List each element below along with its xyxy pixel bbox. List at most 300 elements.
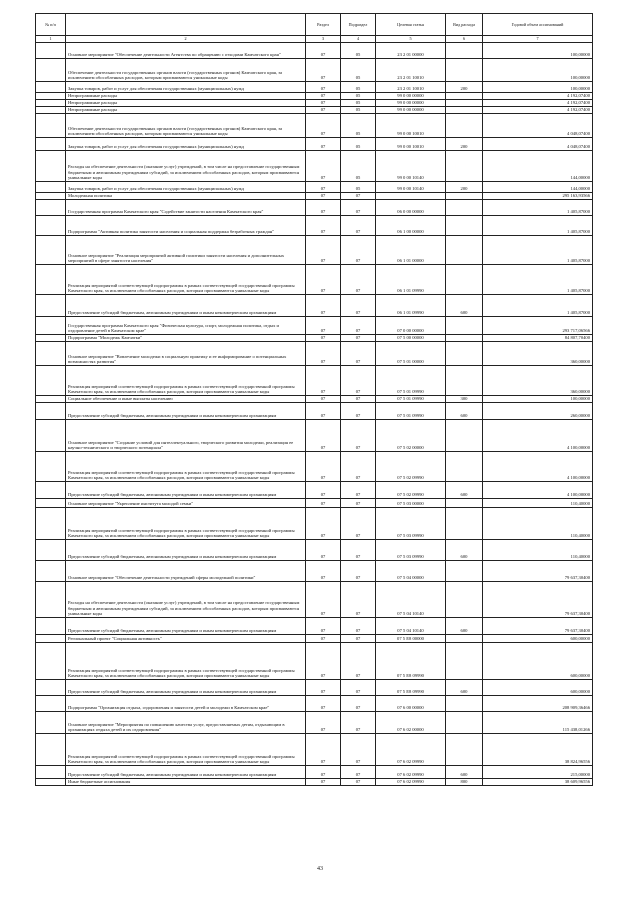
table-row <box>36 482 593 499</box>
vid-cell: 600 <box>446 295 483 317</box>
name-cell: Основное мероприятие "Мероприятия по повышению качества услуг, предоставляемых детям, отдыхающим в организациях отдыха детей и их оздоровления" <box>66 712 306 734</box>
statya-cell: 06 1 01 00000 <box>376 236 446 265</box>
statya-cell: 07 6 02 09990 <box>376 766 446 779</box>
num-cell <box>36 82 66 93</box>
razdel-cell: 07 <box>306 420 341 452</box>
vid-cell <box>446 114 483 138</box>
vid-cell <box>446 342 483 366</box>
name-cell: Непрограммные расходы <box>66 93 306 100</box>
sum-cell: 4 192,07400 <box>483 93 593 100</box>
table-row <box>36 200 593 216</box>
razdel-cell: 07 <box>306 200 341 216</box>
table-row <box>36 114 593 138</box>
name-cell: Предоставление субсидий бюджетным, автономным учреждениям и иным некоммерческим организациям <box>66 482 306 499</box>
podrazdel-cell: 07 <box>341 766 376 779</box>
razdel-cell: 07 <box>306 100 341 107</box>
podrazdel-cell: 07 <box>341 482 376 499</box>
razdel-cell: 07 <box>306 114 341 138</box>
name-cell: Расходы на обеспечение деятельности (оказание услуг) учреждений, в том числе на предоставление государственным бюджетным и автономным учреждениям субсидий, за исключением обособленных расходов, которым присваиваются уникальные коды <box>66 582 306 618</box>
name-cell: Основное мероприятие "Обеспечение деятельности учреждений сферы молодежной политики" <box>66 561 306 582</box>
razdel-cell: 07 <box>306 295 341 317</box>
sum-cell: 4 192,07400 <box>483 107 593 114</box>
podrazdel-cell: 07 <box>341 295 376 317</box>
column-number-row <box>36 36 593 43</box>
table-row <box>36 396 593 403</box>
colnum-3: 3 <box>306 36 341 43</box>
statya-cell: 07 5 00 00000 <box>376 335 446 342</box>
podrazdel-cell: 05 <box>341 151 376 182</box>
razdel-cell: 07 <box>306 680 341 696</box>
table-row <box>36 236 593 265</box>
table-row <box>36 508 593 540</box>
name-cell: Реализация мероприятий соответствующей подпрограммы в рамках соответствующей государственной программы Камчатского края, за исключением обособленных расходов, которым присваиваются уникальные коды <box>66 643 306 680</box>
vid-cell <box>446 93 483 100</box>
sum-cell: 110,40000 <box>483 508 593 540</box>
statya-cell: 23 2 01 00000 <box>376 43 446 59</box>
razdel-cell: 07 <box>306 342 341 366</box>
colnum-7: 7 <box>483 36 593 43</box>
num-cell <box>36 59 66 82</box>
num-cell <box>36 712 66 734</box>
statya-cell: 07 5 01 09990 <box>376 396 446 403</box>
podrazdel-cell: 07 <box>341 561 376 582</box>
vid-cell <box>446 236 483 265</box>
table-row <box>36 561 593 582</box>
name-cell: Основное мероприятие "Создание условий для интеллектуального, творческого развития молодежи, реализация ее научно-технического и творческого потенциала" <box>66 420 306 452</box>
name-cell: Реализация мероприятий соответствующей подпрограммы в рамках соответствующей государственной программы Камчатского края, за исключением обособленных расходов, которым присваиваются уникальные коды <box>66 734 306 766</box>
razdel-cell: 07 <box>306 193 341 200</box>
sum-cell: 84 807,70400 <box>483 335 593 342</box>
razdel-cell: 07 <box>306 43 341 59</box>
statya-cell: 07 5 02 00000 <box>376 420 446 452</box>
num-cell <box>36 779 66 786</box>
name-cell: Закупка товаров, работ и услуг для обеспечения государственных (муниципальных) нужд <box>66 138 306 151</box>
table-row <box>36 499 593 508</box>
podrazdel-cell: 07 <box>341 779 376 786</box>
razdel-cell: 07 <box>306 366 341 396</box>
table-row <box>36 618 593 635</box>
statya-cell: 23 2 01 10010 <box>376 59 446 82</box>
num-cell <box>36 151 66 182</box>
sum-cell: 144,00000 <box>483 182 593 193</box>
statya-cell: 07 6 00 00000 <box>376 696 446 712</box>
sum-cell: 600,00000 <box>483 680 593 696</box>
razdel-cell: 07 <box>306 317 341 335</box>
vid-cell: 300 <box>446 396 483 403</box>
podrazdel-cell: 07 <box>341 618 376 635</box>
vid-cell <box>446 499 483 508</box>
vid-cell <box>446 216 483 236</box>
podrazdel-cell: 05 <box>341 100 376 107</box>
razdel-cell: 07 <box>306 643 341 680</box>
statya-cell: 99 0 00 00000 <box>376 100 446 107</box>
name-cell: Закупка товаров, работ и услуг для обеспечения государственных (муниципальных) нужд <box>66 182 306 193</box>
sum-cell: 600,00000 <box>483 635 593 643</box>
sum-cell: 1 405,87000 <box>483 200 593 216</box>
statya-cell: 07 5 01 00000 <box>376 342 446 366</box>
name-cell: Подпрограмма "Организация отдыха, оздоровления и занятости детей и молодежи в Камчатском крае" <box>66 696 306 712</box>
vid-cell <box>446 200 483 216</box>
name-cell: Предоставление субсидий бюджетным, автономным учреждениям и иным некоммерческим организациям <box>66 403 306 420</box>
table-row <box>36 712 593 734</box>
razdel-cell: 07 <box>306 335 341 342</box>
name-cell: Региональный проект "Социальная активность" <box>66 635 306 643</box>
sum-cell: 1 405,87000 <box>483 236 593 265</box>
sum-cell: 4 048,07400 <box>483 114 593 138</box>
table-row <box>36 342 593 366</box>
name-cell: Реализация мероприятий соответствующей подпрограммы в рамках соответствующей государственной программы Камчатского края, за исключением обособленных расходов, которым присваиваются уникальные коды <box>66 265 306 295</box>
name-cell: Реализация мероприятий соответствующей подпрограммы в рамках соответствующей государственной программы Камчатского края, за исключением обособленных расходов, которым присваиваются уникальные коды <box>66 452 306 482</box>
sum-cell: 4 100,00000 <box>483 452 593 482</box>
razdel-cell: 07 <box>306 236 341 265</box>
num-cell <box>36 114 66 138</box>
statya-cell: 06 1 01 09990 <box>376 295 446 317</box>
num-cell <box>36 635 66 643</box>
name-cell: Основное мероприятие "Укрепление института молодой семьи" <box>66 499 306 508</box>
sum-cell: 110,40000 <box>483 499 593 508</box>
num-cell <box>36 618 66 635</box>
podrazdel-cell: 07 <box>341 403 376 420</box>
vid-cell <box>446 734 483 766</box>
razdel-cell: 07 <box>306 508 341 540</box>
table-row <box>36 696 593 712</box>
num-cell <box>36 540 66 561</box>
sum-cell: 79 637,30400 <box>483 582 593 618</box>
vid-cell: 600 <box>446 766 483 779</box>
sum-cell: 100,00000 <box>483 43 593 59</box>
table-row <box>36 403 593 420</box>
podrazdel-cell: 07 <box>341 499 376 508</box>
razdel-cell: 07 <box>306 499 341 508</box>
vid-cell: 600 <box>446 540 483 561</box>
statya-cell: 07 5 03 00000 <box>376 499 446 508</box>
statya-cell: 99 0 00 10010 <box>376 138 446 151</box>
razdel-cell: 07 <box>306 696 341 712</box>
statya-cell: 07 5 02 09990 <box>376 482 446 499</box>
name-cell: Предоставление субсидий бюджетным, автономным учреждениям и иным некоммерческим организациям <box>66 680 306 696</box>
sum-cell: 295 163,93566 <box>483 193 593 200</box>
colnum-4: 4 <box>341 36 376 43</box>
vid-cell: 600 <box>446 618 483 635</box>
vid-cell <box>446 582 483 618</box>
num-cell <box>36 452 66 482</box>
sum-cell: 110,40000 <box>483 540 593 561</box>
razdel-cell: 07 <box>306 151 341 182</box>
podrazdel-cell: 07 <box>341 635 376 643</box>
statya-cell: 07 5 04 10140 <box>376 618 446 635</box>
podrazdel-cell: 05 <box>341 182 376 193</box>
sum-cell: 293 717,06566 <box>483 317 593 335</box>
name-cell: Основное мероприятие "Вовлечение молодежи в социальную практику и ее информирование о потенциальных возможностях развития" <box>66 342 306 366</box>
razdel-cell: 07 <box>306 452 341 482</box>
statya-cell: 07 5 E8 00000 <box>376 635 446 643</box>
table-row <box>36 540 593 561</box>
header-razdel: Раздел <box>306 14 341 36</box>
razdel-cell: 07 <box>306 265 341 295</box>
table-row <box>36 680 593 696</box>
statya-cell: 07 6 02 00000 <box>376 712 446 734</box>
razdel-cell: 07 <box>306 396 341 403</box>
name-cell: Основное мероприятие "Реализация мероприятий активной политики занятости населения и дополнительных мероприятий в сфере занятости населения" <box>66 236 306 265</box>
table-row <box>36 452 593 482</box>
table-row <box>36 335 593 342</box>
name-cell: Государственная программа Камчатского края "Физическая культура, спорт, молодежная политика, отдых и оздоровление детей в Камчатском крае" <box>66 317 306 335</box>
sum-cell: 600,00000 <box>483 643 593 680</box>
num-cell <box>36 335 66 342</box>
statya-cell: 07 5 02 09990 <box>376 452 446 482</box>
podrazdel-cell: 07 <box>341 335 376 342</box>
statya-cell: 23 2 01 10010 <box>376 82 446 93</box>
table-row <box>36 93 593 100</box>
num-cell <box>36 43 66 59</box>
name-cell: Закупка товаров, работ и услуг для обеспечения государственных (муниципальных) нужд <box>66 82 306 93</box>
name-cell: Реализация мероприятий соответствующей подпрограммы в рамках соответствующей государственной программы Камчатского края, за исключением обособленных расходов, которым присваиваются уникальные коды <box>66 366 306 396</box>
sum-cell: 4 100,00000 <box>483 482 593 499</box>
name-cell: Предоставление субсидий бюджетным, автономным учреждениям и иным некоммерческим организациям <box>66 540 306 561</box>
table-row <box>36 138 593 151</box>
name-cell: Обеспечение деятельности государственных органов власти (государственных органов) Камчатского края, за исключением обособленных расходов, которым присваиваются уникальные коды <box>66 59 306 82</box>
podrazdel-cell: 07 <box>341 193 376 200</box>
name-cell: Молодежная политика <box>66 193 306 200</box>
name-cell: Государственная программа Камчатского края "Содействие занятости населения Камчатского края" <box>66 200 306 216</box>
table-row <box>36 82 593 93</box>
statya-cell: 07 5 03 09990 <box>376 508 446 540</box>
razdel-cell: 07 <box>306 59 341 82</box>
table-row <box>36 265 593 295</box>
vid-cell <box>446 335 483 342</box>
vid-cell <box>446 643 483 680</box>
num-cell <box>36 582 66 618</box>
num-cell <box>36 93 66 100</box>
razdel-cell: 07 <box>306 561 341 582</box>
colnum-1: 1 <box>36 36 66 43</box>
vid-cell: 600 <box>446 482 483 499</box>
sum-cell: 1 405,87000 <box>483 295 593 317</box>
sum-cell: 79 637,30400 <box>483 618 593 635</box>
vid-cell: 600 <box>446 680 483 696</box>
razdel-cell: 07 <box>306 182 341 193</box>
num-cell <box>36 508 66 540</box>
num-cell <box>36 396 66 403</box>
statya-cell: 07 5 03 09990 <box>376 540 446 561</box>
num-cell <box>36 420 66 452</box>
vid-cell <box>446 265 483 295</box>
podrazdel-cell: 07 <box>341 540 376 561</box>
name-cell: Предоставление субсидий бюджетным, автономным учреждениям и иным некоммерческим организациям <box>66 295 306 317</box>
num-cell <box>36 561 66 582</box>
table-row <box>36 295 593 317</box>
vid-cell: 800 <box>446 779 483 786</box>
sum-cell: 360,00000 <box>483 342 593 366</box>
table-row <box>36 59 593 82</box>
table-row <box>36 420 593 452</box>
name-cell: Основное мероприятие "Обеспечение деятельности Агентства по обращению с отходами Камчатского края" <box>66 43 306 59</box>
podrazdel-cell: 05 <box>341 138 376 151</box>
podrazdel-cell: 07 <box>341 265 376 295</box>
razdel-cell: 07 <box>306 403 341 420</box>
statya-cell: 07 5 01 09990 <box>376 403 446 420</box>
num-cell <box>36 482 66 499</box>
header-vid: Вид расхода <box>446 14 483 36</box>
num-cell <box>36 680 66 696</box>
table-row <box>36 151 593 182</box>
podrazdel-cell: 07 <box>341 696 376 712</box>
name-cell: Расходы на обеспечение деятельности (оказание услуг) учреждений, в том числе на предоставление государственным бюджетным и автономным учреждениям субсидий, за исключением обособленных расходов, которым присваиваются уникальные коды <box>66 151 306 182</box>
podrazdel-cell: 05 <box>341 93 376 100</box>
podrazdel-cell: 07 <box>341 342 376 366</box>
sum-cell: 38 609,96556 <box>483 779 593 786</box>
podrazdel-cell: 07 <box>341 712 376 734</box>
podrazdel-cell: 07 <box>341 508 376 540</box>
num-cell <box>36 366 66 396</box>
table-row <box>36 734 593 766</box>
table-row <box>36 582 593 618</box>
num-cell <box>36 403 66 420</box>
podrazdel-cell: 07 <box>341 396 376 403</box>
sum-cell: 4 048,07400 <box>483 138 593 151</box>
podrazdel-cell: 07 <box>341 317 376 335</box>
vid-cell <box>446 508 483 540</box>
statya-cell: 07 5 E8 09990 <box>376 643 446 680</box>
razdel-cell: 07 <box>306 635 341 643</box>
num-cell <box>36 193 66 200</box>
sum-cell: 360,00000 <box>483 366 593 396</box>
sum-cell: 100,00000 <box>483 82 593 93</box>
statya-cell: 99 0 00 10010 <box>376 114 446 138</box>
table-row <box>36 643 593 680</box>
podrazdel-cell: 07 <box>341 582 376 618</box>
num-cell <box>36 216 66 236</box>
razdel-cell: 07 <box>306 618 341 635</box>
razdel-cell: 07 <box>306 216 341 236</box>
sum-cell: 115 438,01266 <box>483 712 593 734</box>
sum-cell: 100,00000 <box>483 59 593 82</box>
name-cell: Обеспечение деятельности государственных органов власти (государственных органов) Камчатского края, за исключением обособленных расходов, которым присваиваются уникальные коды <box>66 114 306 138</box>
name-cell: Подпрограмма "Молодежь Камчатки" <box>66 335 306 342</box>
header-podrazdel: Подраздел <box>341 14 376 36</box>
vid-cell <box>446 635 483 643</box>
vid-cell <box>446 107 483 114</box>
num-cell <box>36 342 66 366</box>
table-body <box>36 43 593 786</box>
vid-cell <box>446 696 483 712</box>
vid-cell <box>446 712 483 734</box>
podrazdel-cell: 07 <box>341 420 376 452</box>
table-row <box>36 635 593 643</box>
header-statya: Целевая статья <box>376 14 446 36</box>
name-cell: Предоставление субсидий бюджетным, автономным учреждениям и иным некоммерческим организациям <box>66 766 306 779</box>
table-row <box>36 100 593 107</box>
sum-cell: 144,00000 <box>483 151 593 182</box>
podrazdel-cell: 07 <box>341 366 376 396</box>
num-cell <box>36 766 66 779</box>
podrazdel-cell: 07 <box>341 216 376 236</box>
budget-table <box>35 13 593 786</box>
sum-cell: 4 192,07400 <box>483 100 593 107</box>
name-cell: Реализация мероприятий соответствующей подпрограммы в рамках соответствующей государственной программы Камчатского края, за исключением обособленных расходов, которым присваиваются уникальные коды <box>66 508 306 540</box>
podrazdel-cell: 07 <box>341 680 376 696</box>
num-cell <box>36 100 66 107</box>
podrazdel-cell: 07 <box>341 452 376 482</box>
podrazdel-cell: 05 <box>341 114 376 138</box>
num-cell <box>36 295 66 317</box>
sum-cell: 100,00000 <box>483 396 593 403</box>
vid-cell <box>446 452 483 482</box>
table-row <box>36 43 593 59</box>
podrazdel-cell: 07 <box>341 734 376 766</box>
sum-cell: 79 637,30400 <box>483 561 593 582</box>
statya-cell: 06 0 00 00000 <box>376 200 446 216</box>
page-number: 43 <box>317 866 323 872</box>
razdel-cell: 07 <box>306 779 341 786</box>
table-row <box>36 193 593 200</box>
table-row <box>36 779 593 786</box>
num-cell <box>36 138 66 151</box>
statya-cell: 99 0 00 10140 <box>376 151 446 182</box>
num-cell <box>36 265 66 295</box>
razdel-cell: 07 <box>306 138 341 151</box>
name-cell: Непрограммные расходы <box>66 107 306 114</box>
table-row <box>36 766 593 779</box>
num-cell <box>36 499 66 508</box>
statya-cell: 06 1 01 09990 <box>376 265 446 295</box>
vid-cell: 200 <box>446 138 483 151</box>
podrazdel-cell: 07 <box>341 643 376 680</box>
colnum-2: 2 <box>66 36 306 43</box>
colnum-6: 6 <box>446 36 483 43</box>
header-row <box>36 14 593 36</box>
sum-cell: 260,00000 <box>483 403 593 420</box>
num-cell <box>36 107 66 114</box>
sum-cell: 215,00000 <box>483 766 593 779</box>
vid-cell <box>446 43 483 59</box>
razdel-cell: 07 <box>306 540 341 561</box>
table-row <box>36 317 593 335</box>
vid-cell: 200 <box>446 182 483 193</box>
vid-cell <box>446 151 483 182</box>
sum-cell: 1 405,87000 <box>483 265 593 295</box>
header-name <box>66 14 306 36</box>
razdel-cell: 07 <box>306 482 341 499</box>
num-cell <box>36 317 66 335</box>
statya-cell: 07 6 02 09990 <box>376 779 446 786</box>
statya-cell: 06 1 00 00000 <box>376 216 446 236</box>
num-cell <box>36 643 66 680</box>
razdel-cell: 07 <box>306 93 341 100</box>
vid-cell: 200 <box>446 82 483 93</box>
statya-cell: 99 0 00 00000 <box>376 107 446 114</box>
statya-cell: 99 0 00 00000 <box>376 93 446 100</box>
name-cell: Социальное обеспечение и иные выплаты населению <box>66 396 306 403</box>
num-cell <box>36 182 66 193</box>
podrazdel-cell: 07 <box>341 236 376 265</box>
statya-cell: 07 0 00 00000 <box>376 317 446 335</box>
name-cell: Предоставление субсидий бюджетным, автономным учреждениям и иным некоммерческим организациям <box>66 618 306 635</box>
num-cell <box>36 200 66 216</box>
header-sum: Годовой объем ассигнований <box>483 14 593 36</box>
razdel-cell: 07 <box>306 734 341 766</box>
statya-cell: 99 0 00 10140 <box>376 182 446 193</box>
table-row <box>36 182 593 193</box>
podrazdel-cell: 05 <box>341 43 376 59</box>
razdel-cell: 07 <box>306 582 341 618</box>
colnum-5: 5 <box>376 36 446 43</box>
sum-cell: 4 100,00000 <box>483 420 593 452</box>
razdel-cell: 07 <box>306 712 341 734</box>
vid-cell <box>446 420 483 452</box>
header-num: № п/п <box>36 14 66 36</box>
num-cell <box>36 696 66 712</box>
